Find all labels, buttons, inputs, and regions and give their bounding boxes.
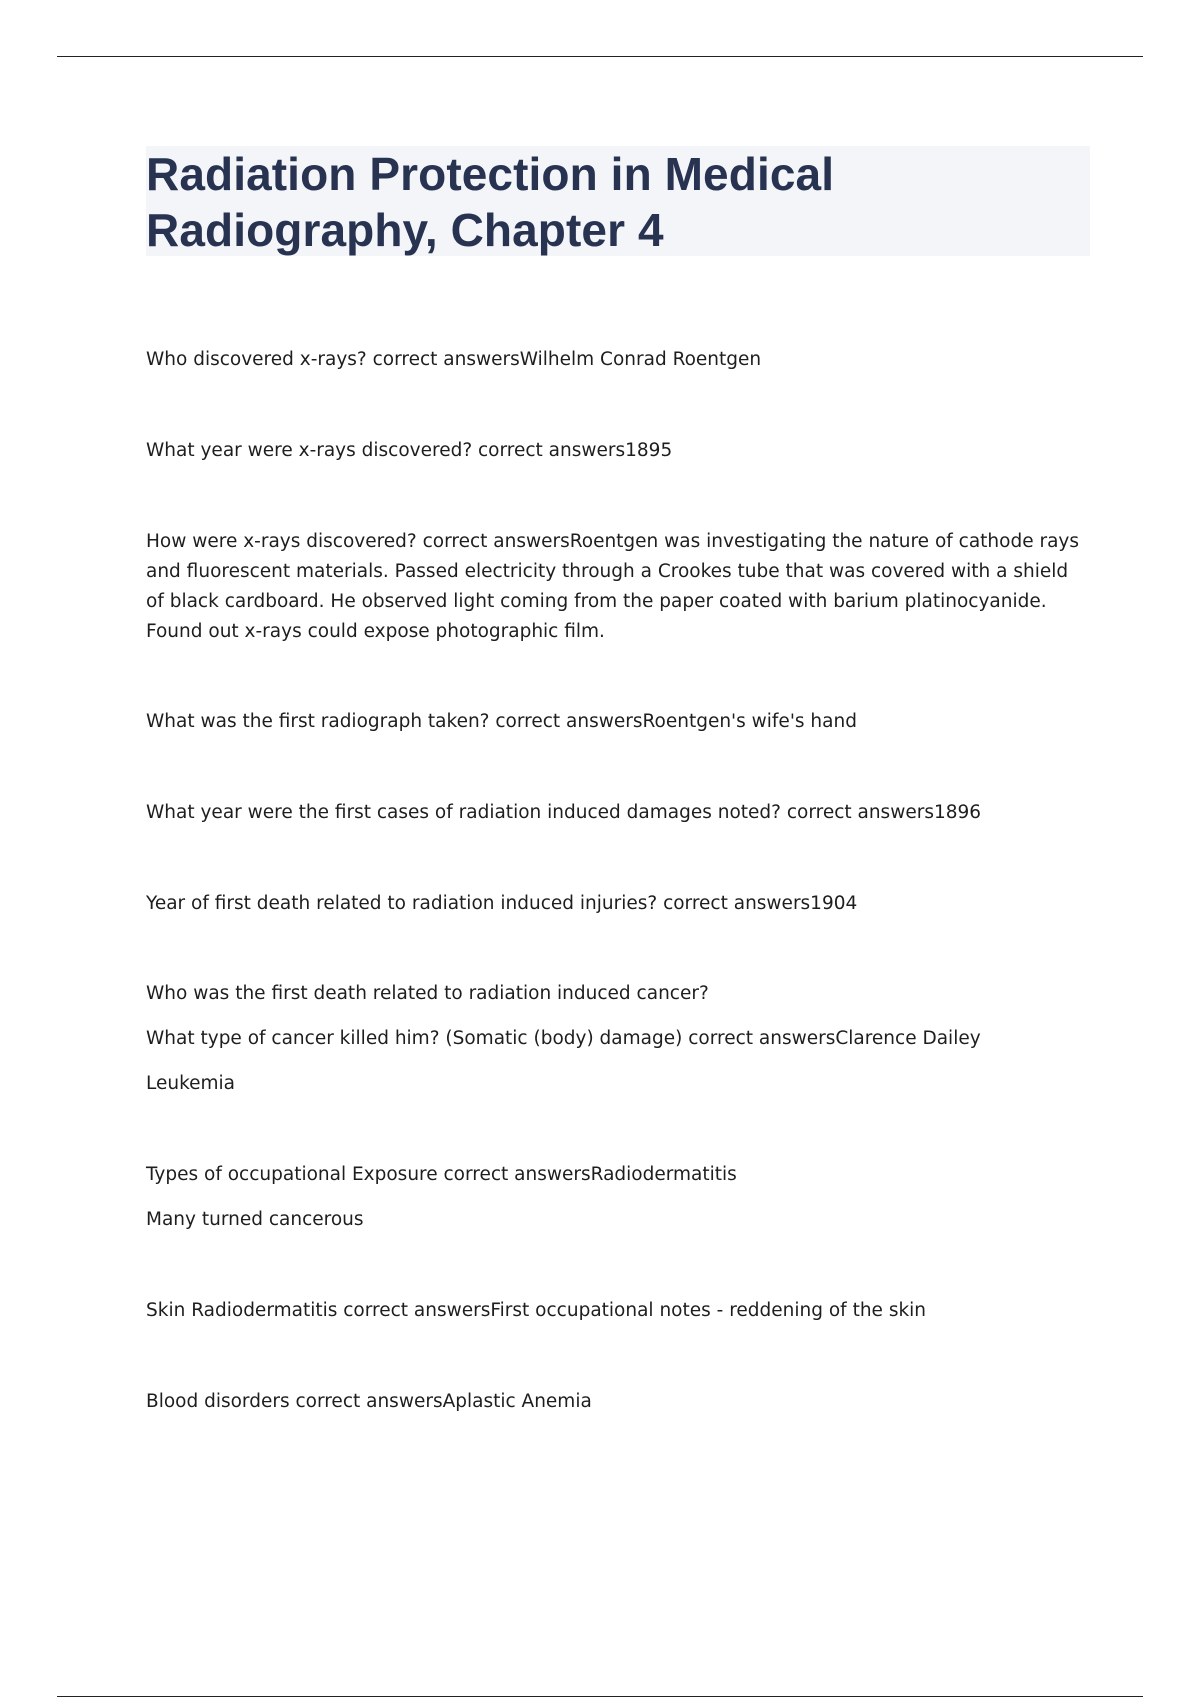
top-rule: [57, 56, 1143, 57]
title-block: [146, 146, 1090, 256]
qa-text: Year of first death related to radiation induced injuries? correct answers1904: [146, 893, 858, 914]
bottom-rule: [57, 1696, 1143, 1697]
qa-line: Leukemia: [146, 1073, 236, 1094]
qa-item-10: [146, 1387, 1090, 1417]
qa-text: Who discovered x-rays? correct answersWilhelm Conrad Roentgen: [146, 349, 762, 370]
qa-item-7: [146, 979, 1090, 1099]
qa-line: Many turned cancerous: [146, 1209, 364, 1230]
qa-text: What year were x-rays discovered? correct answers1895: [146, 440, 673, 461]
qa-item-8: [146, 1160, 1090, 1235]
qa-item-5: [146, 798, 1090, 828]
qa-text: What year were the first cases of radiation induced damages noted? correct answers1896: [146, 802, 982, 823]
qa-text: How were x-rays discovered? correct answersRoentgen was investigating the nature of cathode rays and fluorescent materials. Passed electricity through a Crookes tube that was covered with a shield of black cardboard. He observed light coming from the paper coated with barium platinocyanide. Found out x-rays could expose photographic film.: [146, 531, 1079, 642]
qa-line: What type of cancer killed him? (Somatic (body) damage) correct answersClarence Dailey: [146, 1028, 981, 1049]
qa-line: Who was the first death related to radiation induced cancer?: [146, 983, 709, 1004]
document-title: [146, 146, 1090, 258]
qa-item-2: [146, 436, 1090, 466]
title-line-2: Radiography, Chapter 4: [146, 204, 664, 256]
qa-text: Skin Radiodermatitis correct answersFirst occupational notes - reddening of the skin: [146, 1300, 927, 1321]
qa-item-4: [146, 707, 1090, 737]
qa-item-9: [146, 1296, 1090, 1326]
qa-text: What was the first radiograph taken? correct answersRoentgen's wife's hand: [146, 711, 857, 732]
qa-text: Blood disorders correct answersAplastic Anemia: [146, 1391, 592, 1412]
qa-line: Types of occupational Exposure correct answersRadiodermatitis: [146, 1164, 737, 1185]
qa-item-3: [146, 527, 1090, 647]
title-line-1: Radiation Protection in Medical: [146, 148, 835, 200]
qa-item-6: [146, 889, 1090, 919]
qa-item-1: [146, 345, 1090, 375]
